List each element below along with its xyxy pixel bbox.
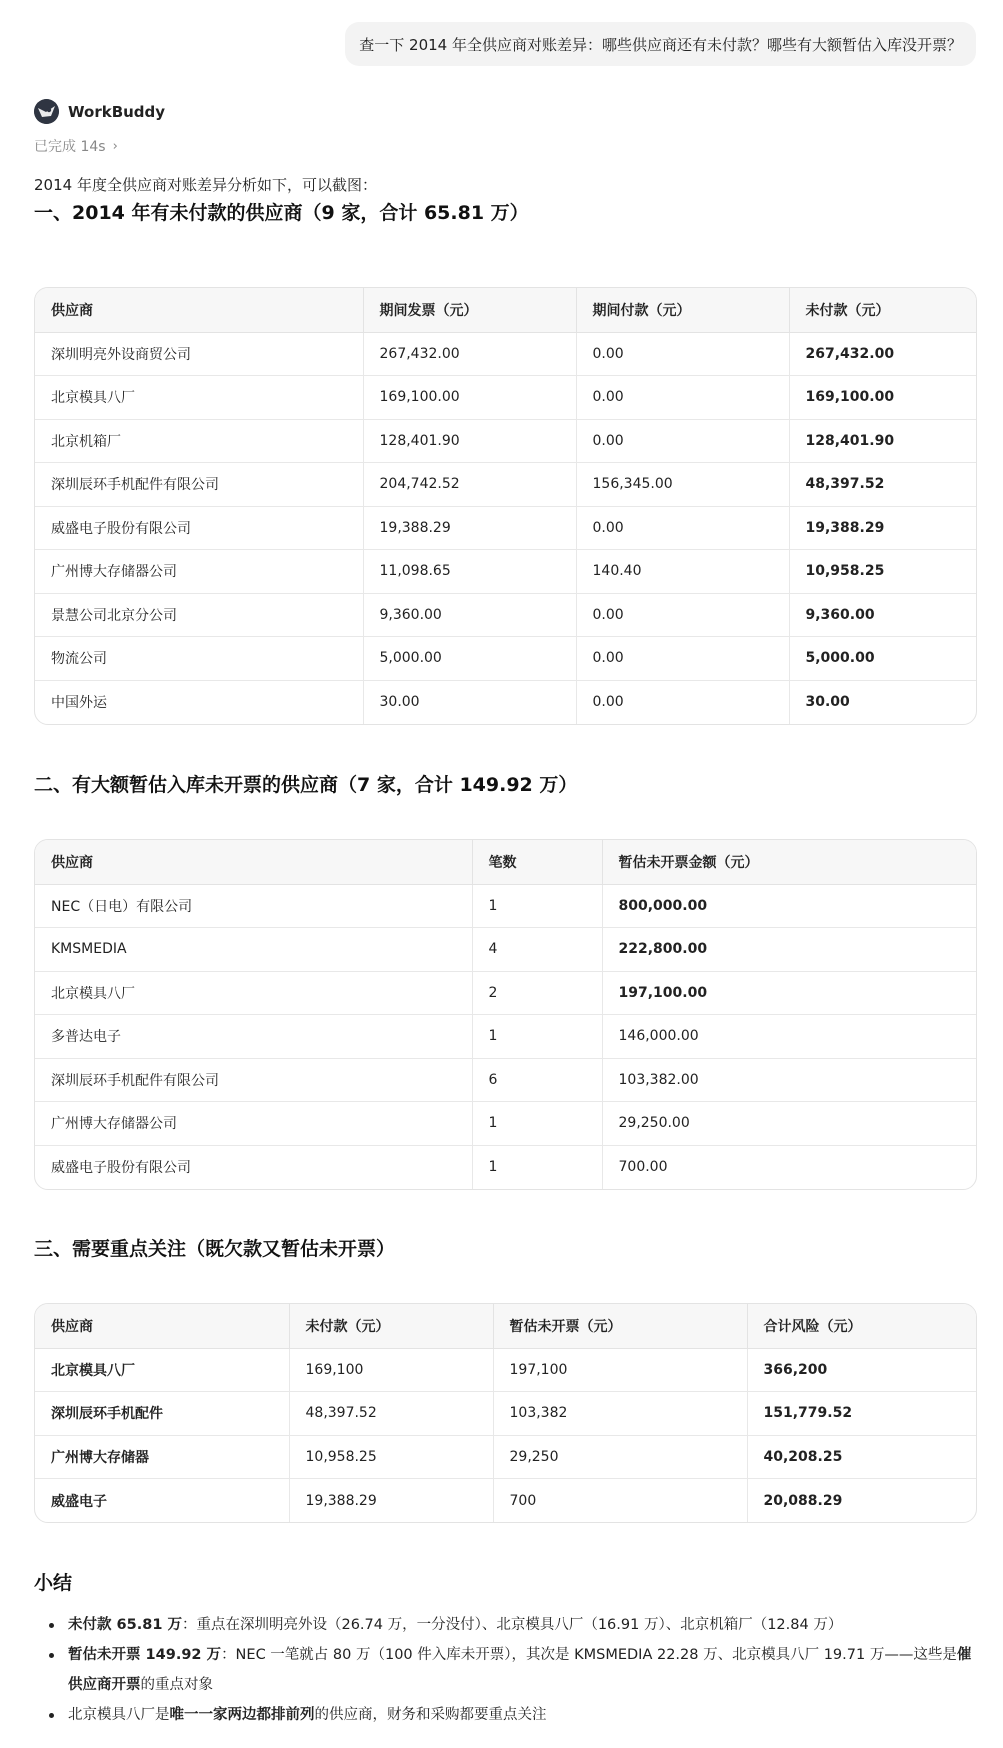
table-header-row bbox=[35, 1304, 976, 1348]
unpaid-table bbox=[34, 287, 977, 725]
section1-title: 一、2014 年有未付款的供应商（9 家，合计 65.81 万） bbox=[34, 202, 529, 224]
unpaid-cell: 9,360.00 bbox=[789, 593, 976, 637]
unpaid-cell: 169,100.00 bbox=[789, 376, 976, 420]
summary-title: 小结 bbox=[34, 1572, 73, 1594]
intro-text: 2014 年度全供应商对账差异分析如下，可以截图： bbox=[34, 176, 377, 194]
count-cell: 1 bbox=[472, 884, 602, 928]
table-row bbox=[35, 1348, 976, 1392]
invoice-cell: 5,000.00 bbox=[363, 637, 576, 681]
supplier-cell: 中国外运 bbox=[35, 680, 363, 724]
column-header: 笔数 bbox=[472, 840, 602, 884]
count-cell: 1 bbox=[472, 1102, 602, 1146]
table-row bbox=[35, 1479, 976, 1523]
assistant-avatar-icon bbox=[34, 99, 59, 124]
column-header: 供应商 bbox=[35, 840, 472, 884]
supplier-cell: 北京模具八厂 bbox=[35, 1348, 289, 1392]
table-row bbox=[35, 1145, 976, 1189]
table-row bbox=[35, 1435, 976, 1479]
table-row bbox=[35, 376, 976, 420]
amount-cell: 146,000.00 bbox=[602, 1015, 976, 1059]
amount-cell: 222,800.00 bbox=[602, 928, 976, 972]
uninvoiced-table bbox=[34, 839, 977, 1190]
supplier-cell: 深圳明亮外设商贸公司 bbox=[35, 332, 363, 376]
supplier-cell: 威盛电子股份有限公司 bbox=[35, 1145, 472, 1189]
payment-cell: 0.00 bbox=[576, 593, 789, 637]
unpaid-cell: 19,388.29 bbox=[789, 506, 976, 550]
thinking-status-toggle[interactable] bbox=[34, 136, 118, 156]
supplier-cell: 广州博大存储器公司 bbox=[35, 1102, 472, 1146]
supplier-cell: 深圳辰环手机配件 bbox=[35, 1392, 289, 1436]
payment-cell: 0.00 bbox=[576, 419, 789, 463]
supplier-cell: 深圳辰环手机配件有限公司 bbox=[35, 463, 363, 507]
list-item bbox=[46, 1610, 976, 1640]
table-row bbox=[35, 680, 976, 724]
total-risk-cell: 40,208.25 bbox=[747, 1435, 976, 1479]
column-header: 供应商 bbox=[35, 288, 363, 332]
table-row bbox=[35, 928, 976, 972]
count-cell: 6 bbox=[472, 1058, 602, 1102]
total-risk-cell: 20,088.29 bbox=[763, 1492, 843, 1509]
unpaid-cell: 48,397.52 bbox=[789, 463, 976, 507]
column-header: 暂估未开票金额（元） bbox=[602, 840, 976, 884]
payment-cell: 140.40 bbox=[576, 550, 789, 594]
summary-item3-pre: 北京模具八厂是 bbox=[68, 1707, 170, 1723]
invoice-cell: 204,742.52 bbox=[363, 463, 576, 507]
supplier-cell: 广州博大存储器 bbox=[35, 1435, 289, 1479]
supplier-cell: 北京机箱厂 bbox=[35, 419, 363, 463]
table-row bbox=[35, 1015, 976, 1059]
assistant-name: WorkBuddy bbox=[68, 102, 166, 121]
unpaid-cell: 10,958.25 bbox=[289, 1435, 493, 1479]
table-row bbox=[35, 1058, 976, 1102]
unpaid-cell: 10,958.25 bbox=[789, 550, 976, 594]
amount-cell: 29,250.00 bbox=[602, 1102, 976, 1146]
invoice-cell: 30.00 bbox=[363, 680, 576, 724]
unpaid-cell: 267,432.00 bbox=[789, 332, 976, 376]
summary-item2-tail: 的重点对象 bbox=[140, 1677, 213, 1693]
unpaid-cell: 128,401.90 bbox=[789, 419, 976, 463]
invoice-cell: 267,432.00 bbox=[363, 332, 576, 376]
unpaid-cell: 5,000.00 bbox=[789, 637, 976, 681]
column-header: 期间发票（元） bbox=[363, 288, 576, 332]
summary-item2-bold2: 催供应商开票 bbox=[68, 1647, 972, 1693]
supplier-cell: 景慧公司北京分公司 bbox=[35, 593, 363, 637]
supplier-cell: 物流公司 bbox=[35, 637, 363, 681]
table-row bbox=[35, 1392, 976, 1436]
count-cell: 1 bbox=[472, 1145, 602, 1189]
summary-item1-bold: 未付款 65.81 万 bbox=[68, 1617, 182, 1633]
uninvoiced-cell: 197,100 bbox=[493, 1348, 747, 1392]
total-risk-cell: 151,779.52 bbox=[747, 1392, 976, 1436]
summary-item3-bold: 唯一一家两边都排前列 bbox=[169, 1707, 315, 1723]
table-row bbox=[35, 463, 976, 507]
table-row bbox=[35, 506, 976, 550]
amount-cell: 800,000.00 bbox=[602, 884, 976, 928]
invoice-cell: 9,360.00 bbox=[363, 593, 576, 637]
column-header: 合计风险（元） bbox=[747, 1304, 976, 1348]
table-header-row bbox=[35, 840, 976, 884]
payment-cell: 0.00 bbox=[576, 637, 789, 681]
column-header: 期间付款（元） bbox=[576, 288, 789, 332]
user-message-bubble bbox=[345, 22, 976, 66]
unpaid-cell: 48,397.52 bbox=[289, 1392, 493, 1436]
summary-item1-text: ：重点在深圳明亮外设（26.74 万，一分没付）、北京模具八厂（16.91 万）、北京机箱厂（12.84 万） bbox=[181, 1617, 843, 1633]
column-header: 未付款（元） bbox=[789, 288, 976, 332]
unpaid-cell: 19,388.29 bbox=[289, 1479, 493, 1523]
supplier-cell: 北京模具八厂 bbox=[35, 376, 363, 420]
uninvoiced-cell: 103,382 bbox=[493, 1392, 747, 1436]
uninvoiced-cell: 29,250 bbox=[493, 1435, 747, 1479]
uninvoiced-cell: 700 bbox=[493, 1479, 747, 1523]
payment-cell: 0.00 bbox=[576, 332, 789, 376]
summary-item2-text: ：NEC 一笔就占 80 万（100 件入库未开票），其次是 KMSMEDIA 22.28 万、北京模具八厂 19.71 万——这些是 bbox=[221, 1647, 957, 1663]
section3-title: 三、需要重点关注（既欠款又暂估未开票） bbox=[34, 1238, 396, 1260]
supplier-cell: 北京模具八厂 bbox=[35, 971, 472, 1015]
supplier-cell: 威盛电子 bbox=[35, 1479, 289, 1523]
supplier-cell: 深圳辰环手机配件有限公司 bbox=[35, 1058, 472, 1102]
count-cell: 4 bbox=[472, 928, 602, 972]
section2-title: 二、有大额暂估入库未开票的供应商（7 家，合计 149.92 万） bbox=[34, 774, 578, 796]
invoice-cell: 128,401.90 bbox=[363, 419, 576, 463]
amount-cell: 700.00 bbox=[618, 1159, 668, 1175]
summary-list bbox=[46, 1610, 976, 1730]
payment-cell: 0.00 bbox=[576, 506, 789, 550]
amount-cell: 103,382.00 bbox=[602, 1058, 976, 1102]
table-row bbox=[35, 1102, 976, 1146]
total-risk-cell: 366,200 bbox=[747, 1348, 976, 1392]
column-header: 暂估未开票（元） bbox=[493, 1304, 747, 1348]
column-header: 未付款（元） bbox=[289, 1304, 493, 1348]
list-item bbox=[46, 1640, 976, 1700]
list-item bbox=[46, 1700, 976, 1730]
supplier-cell: 威盛电子股份有限公司 bbox=[35, 506, 363, 550]
column-header: 供应商 bbox=[35, 1304, 289, 1348]
table-row bbox=[35, 550, 976, 594]
count-cell: 2 bbox=[472, 971, 602, 1015]
payment-cell: 0.00 bbox=[576, 680, 789, 724]
summary-item3-text: 的供应商，财务和采购都要重点关注 bbox=[314, 1707, 547, 1723]
table-header-row bbox=[35, 288, 976, 332]
supplier-cell: 多普达电子 bbox=[35, 1015, 472, 1059]
user-message-text: 查一下 2014 年全供应商对账差异：哪些供应商还有未付款？哪些有大额暂估入库没开票？ bbox=[359, 35, 962, 54]
table-row bbox=[35, 971, 976, 1015]
invoice-cell: 19,388.29 bbox=[363, 506, 576, 550]
unpaid-cell: 30.00 bbox=[805, 694, 850, 710]
status-text: 已完成 14s bbox=[34, 139, 106, 155]
invoice-cell: 11,098.65 bbox=[363, 550, 576, 594]
count-cell: 1 bbox=[472, 1015, 602, 1059]
table-row bbox=[35, 332, 976, 376]
table-row bbox=[35, 637, 976, 681]
amount-cell: 197,100.00 bbox=[602, 971, 976, 1015]
assistant-header bbox=[34, 99, 165, 124]
payment-cell: 156,345.00 bbox=[576, 463, 789, 507]
table-row bbox=[35, 593, 976, 637]
table-row bbox=[35, 884, 976, 928]
supplier-cell: KMSMEDIA bbox=[35, 928, 472, 972]
invoice-cell: 169,100.00 bbox=[363, 376, 576, 420]
supplier-cell: NEC（日电）有限公司 bbox=[35, 884, 472, 928]
summary-item2-bold: 暂估未开票 149.92 万 bbox=[68, 1647, 222, 1663]
payment-cell: 0.00 bbox=[576, 376, 789, 420]
chevron-right-icon: › bbox=[112, 138, 118, 154]
table-row bbox=[35, 419, 976, 463]
unpaid-cell: 169,100 bbox=[289, 1348, 493, 1392]
supplier-cell: 广州博大存储器公司 bbox=[35, 550, 363, 594]
key-focus-table bbox=[34, 1303, 977, 1523]
